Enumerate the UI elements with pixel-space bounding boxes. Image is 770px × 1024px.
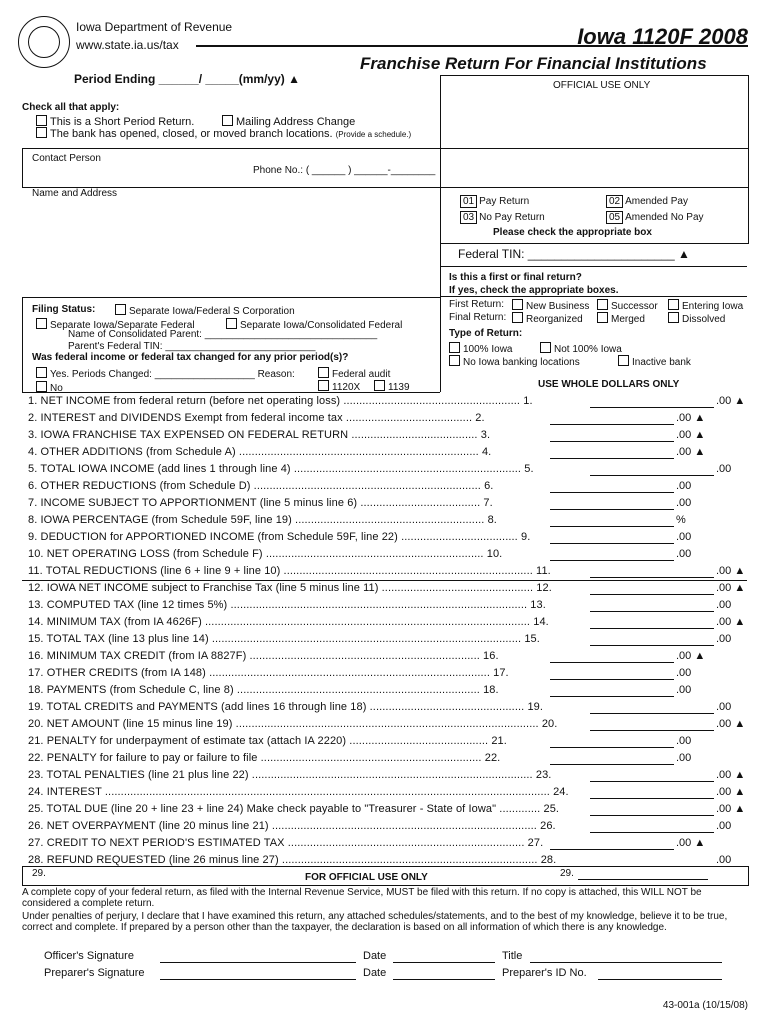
new-business-label: New Business xyxy=(526,301,590,312)
tax-line-cents: .00 xyxy=(676,531,692,543)
inactive-option[interactable] xyxy=(618,355,691,368)
tax-line-cents: % xyxy=(676,514,686,526)
line29-field[interactable] xyxy=(578,879,708,880)
federal-tin-field[interactable]: Federal TIN: ______________________ ▲ xyxy=(458,247,690,261)
tax-line-cents: .00 xyxy=(676,480,692,492)
new-business-option[interactable] xyxy=(512,299,589,312)
tax-line-cents: .00 xyxy=(716,599,732,611)
tax-line-cents: .00 ▲ xyxy=(716,803,746,815)
no-pay-return-label: No Pay Return xyxy=(479,212,545,223)
tax-line-label: 12. IOWA NET INCOME subject to Franchise Tax (line 5 minus line 11) ................................................ 12. xyxy=(28,582,552,594)
name-address-label: Name and Address xyxy=(32,188,118,199)
s-corp-option[interactable] xyxy=(115,304,295,317)
title-label: Title xyxy=(502,950,523,962)
f1120x-checkbox[interactable] xyxy=(318,380,329,391)
tax-line-label: 26. NET OVERPAYMENT (line 20 minus line 21) .................................................................................... 26. xyxy=(28,820,556,832)
f1120x-label: 1120X xyxy=(332,382,361,393)
tax-line-amount-field[interactable] xyxy=(590,407,714,408)
tax-line-label: 20. NET AMOUNT (line 15 minus line 19) ................................................................................................ 20. xyxy=(28,718,558,730)
tax-line-label: 15. TOTAL TAX (line 13 plus line 14) .................................................................................................. 15. xyxy=(28,633,540,645)
tax-line-cents: .00 xyxy=(676,497,692,509)
tax-line-amount-field[interactable] xyxy=(550,849,674,850)
form-subtitle: Franchise Return For Financial Institutions xyxy=(360,54,707,73)
preparer-signature-field[interactable] xyxy=(160,979,356,980)
tax-line-amount-field[interactable] xyxy=(590,832,714,833)
no-label: No xyxy=(50,383,63,394)
pay-return-label: Pay Return xyxy=(479,196,530,207)
branch-label: The bank has opened, closed, or moved branch locations. xyxy=(50,128,333,140)
tax-line-label: 28. REFUND REQUESTED (line 26 minus line 27) ................................................................................. 28. xyxy=(28,854,557,866)
merged-option[interactable] xyxy=(597,312,645,325)
check-box-note: Please check the appropriate box xyxy=(493,227,652,238)
tax-line-amount-field[interactable] xyxy=(550,764,674,765)
tax-line-cents: .00 xyxy=(676,684,692,696)
tax-line-label: 10. NET OPERATING LOSS (from Schedule F) ..................................................................... 10. xyxy=(28,548,503,560)
date1-label: Date xyxy=(363,950,387,962)
tax-line-cents: .00 ▲ xyxy=(716,395,746,407)
iowa-seal-icon xyxy=(18,16,70,68)
date2-field[interactable] xyxy=(393,979,495,980)
check-all-title: Check all that apply: xyxy=(22,102,120,113)
yes-checkbox[interactable] xyxy=(36,367,47,378)
short-period-label: This is a Short Period Return. xyxy=(50,116,195,128)
new-business-checkbox[interactable] xyxy=(512,299,523,310)
tax-line-amount-field[interactable] xyxy=(550,560,674,561)
tax-line-cents: .00 xyxy=(676,548,692,560)
tax-line-label: 21. PENALTY for underpayment of estimate tax (attach IA 2220) ............................................ 21. xyxy=(28,735,507,747)
tax-line-label: 4. OTHER ADDITIONS (from Schedule A) ............................................................................ 4. xyxy=(28,446,492,458)
tax-line-cents: .00 ▲ xyxy=(716,786,746,798)
perjury-statement: Under penalties of perjury, I declare that I have examined this return, any attached schedules/statements, and to the best of my knowledge, believe it to be true, correct and complete. If prepared by a person other than the taxpayer, the declaration is based on all information of which there is any knowledge. xyxy=(22,911,728,933)
sep-fed-checkbox[interactable] xyxy=(36,318,47,329)
no-banking-label: No Iowa banking locations xyxy=(463,357,580,368)
tax-line-cents: .00 xyxy=(716,701,732,713)
right-panel-divider xyxy=(440,242,441,392)
merged-label: Merged xyxy=(611,314,645,325)
short-period-checkbox[interactable] xyxy=(36,115,47,126)
tax-line-cents: .00 xyxy=(716,854,732,866)
tax-line-label: 19. TOTAL CREDITS and PAYMENTS (add lines 16 through line 18) ................................................. 19. xyxy=(28,701,544,713)
sep-cons-label: Separate Iowa/Consolidated Federal xyxy=(240,320,403,331)
tax-line-amount-field[interactable] xyxy=(590,628,714,629)
tax-line-label: 13. COMPUTED TAX (line 12 times 5%) .............................................................................................. 13. xyxy=(28,599,546,611)
first-final-rule xyxy=(440,296,747,297)
tax-line-cents: .00 xyxy=(716,463,732,475)
successor-option[interactable] xyxy=(597,299,658,312)
sep-fed-label: Separate Iowa/Separate Federal xyxy=(50,320,195,331)
official-use-label: OFFICIAL USE ONLY xyxy=(553,80,651,91)
first-final-instruction: If yes, check the appropriate boxes. xyxy=(449,285,619,296)
tax-line-label: 18. PAYMENTS (from Schedule C, line 8) ............................................................................. 18. xyxy=(28,684,499,696)
not-100-label: Not 100% Iowa xyxy=(554,344,622,355)
no-checkbox[interactable] xyxy=(36,381,47,392)
tax-line-label: 24. INTEREST ............................................................................................................................................. 24. xyxy=(28,786,569,798)
iowa-100-label: 100% Iowa xyxy=(463,344,513,355)
s-corp-label: Separate Iowa/Federal S Corporation xyxy=(129,306,295,317)
tax-line-label: 7. INCOME SUBJECT TO APPORTIONMENT (line 5 minus line 6) ...................................... 7. xyxy=(28,497,493,509)
reorganized-label: Reorganized xyxy=(526,314,583,325)
tax-line-label: 23. TOTAL PENALTIES (line 21 plus line 22) ......................................................................................... 23. xyxy=(28,769,552,781)
successor-label: Successor xyxy=(611,301,658,312)
whole-dollars-note: USE WHOLE DOLLARS ONLY xyxy=(538,379,680,390)
phone-field[interactable]: Phone No.: ( ______ ) ______-________ xyxy=(253,165,436,176)
period-ending[interactable]: Period Ending ______/ _____(mm/yy) ▲ xyxy=(74,72,300,86)
filing-status-label: Filing Status: xyxy=(32,304,96,315)
dissolved-checkbox[interactable] xyxy=(668,312,679,323)
tax-line-amount-field[interactable] xyxy=(590,798,714,799)
mailing-label: Mailing Address Change xyxy=(236,116,356,128)
tax-line-label: 6. OTHER REDUCTIONS (from Schedule D) ........................................................................ 6. xyxy=(28,480,494,492)
filing-status-bottom-rule xyxy=(22,392,440,393)
tax-line-cents: .00 ▲ xyxy=(676,650,706,662)
tax-line-amount-field[interactable] xyxy=(590,815,714,816)
tax-line-amount-field[interactable] xyxy=(590,475,714,476)
tax-line-cents: .00 xyxy=(676,752,692,764)
branch-checkbox[interactable] xyxy=(36,127,47,138)
pay-return-option[interactable] xyxy=(460,195,529,208)
tax-line-amount-field[interactable] xyxy=(550,441,674,442)
tax-line-amount-field[interactable] xyxy=(590,611,714,612)
tax-line-cents: .00 xyxy=(716,820,732,832)
line29-official: FOR OFFICIAL USE ONLY xyxy=(305,872,428,883)
inactive-checkbox[interactable] xyxy=(618,355,629,366)
tax-line-label: 8. IOWA PERCENTAGE (from Schedule 59F, line 19) ............................................................ 8. xyxy=(28,514,497,526)
f1139-label: 1139 xyxy=(388,382,410,393)
tax-line-amount-field[interactable] xyxy=(550,424,674,425)
merged-checkbox[interactable] xyxy=(597,312,608,323)
tax-line-amount-field[interactable] xyxy=(550,492,674,493)
tax-line-amount-field[interactable] xyxy=(590,577,714,578)
tax-line-label: 3. IOWA FRANCHISE TAX EXPENSED ON FEDERAL RETURN ........................................ 3. xyxy=(28,429,491,441)
first-final-question: Is this a first or final return? xyxy=(449,272,582,283)
box-01[interactable]: 01 xyxy=(460,195,477,208)
tax-line-cents: .00 ▲ xyxy=(676,429,706,441)
no-banking-checkbox[interactable] xyxy=(449,355,460,366)
tax-line-amount-field[interactable] xyxy=(550,679,674,680)
tax-line-amount-field[interactable] xyxy=(590,594,714,595)
tax-line-label: 5. TOTAL IOWA INCOME (add lines 1 through line 4) ........................................................................ 5. xyxy=(28,463,534,475)
type-of-return-label: Type of Return: xyxy=(449,328,523,339)
dissolved-option[interactable] xyxy=(668,312,725,325)
iowa-100-checkbox[interactable] xyxy=(449,342,460,353)
reorganized-checkbox[interactable] xyxy=(512,312,523,323)
entering-iowa-label: Entering Iowa xyxy=(682,301,744,312)
tax-line-cents: .00 ▲ xyxy=(716,565,746,577)
tax-line-cents: .00 xyxy=(676,735,692,747)
tax-line-label: 16. MINIMUM TAX CREDIT (from IA 8827F) ......................................................................... 16. xyxy=(28,650,499,662)
form-number: 43-001a (10/15/08) xyxy=(662,1000,748,1011)
parent-tin-field[interactable]: Parent's Federal TIN: ___________________________ xyxy=(68,341,316,352)
box-02[interactable]: 02 xyxy=(606,195,623,208)
final-return-label: Final Return: xyxy=(449,312,507,323)
tax-line-amount-field[interactable] xyxy=(550,543,674,544)
tax-line-amount-field[interactable] xyxy=(550,662,674,663)
tin-rule xyxy=(440,266,747,267)
preparer-id-field[interactable] xyxy=(598,979,722,980)
tax-line-label: 11. TOTAL REDUCTIONS (line 6 + line 9 + line 10) ............................................................................... 11. xyxy=(28,565,551,577)
preparer-signature-label: Preparer's Signature xyxy=(44,967,145,979)
prior-change-question: Was federal income or federal tax changed for any prior period(s)? xyxy=(32,352,349,363)
filing-status-left-border xyxy=(22,297,23,392)
line29-number: 29. xyxy=(32,868,46,879)
tax-line-amount-field[interactable] xyxy=(590,730,714,731)
box-05[interactable]: 05 xyxy=(606,211,623,224)
tax-line-cents: .00 ▲ xyxy=(716,718,746,730)
yes-periods-option[interactable] xyxy=(36,367,295,380)
sep-cons-checkbox[interactable] xyxy=(226,318,237,329)
tax-line-amount-field[interactable] xyxy=(550,526,674,527)
tax-line-label: 27. CREDIT TO NEXT PERIOD'S ESTIMATED TAX ........................................................................... 27. xyxy=(28,837,544,849)
not-100-option[interactable] xyxy=(540,342,622,355)
first-return-label: First Return: xyxy=(449,299,505,310)
federal-audit-option[interactable] xyxy=(318,367,390,380)
tax-line-label: 2. INTEREST and DIVIDENDS Exempt from federal income tax ........................................ 2. xyxy=(28,412,485,424)
consolidated-parent-field[interactable]: Name of Consolidated Parent: _______________________________ xyxy=(68,329,378,340)
mailing-checkbox[interactable] xyxy=(222,115,233,126)
tax-line-label: 1. NET INCOME from federal return (before net operating loss) ........................................................ 1. xyxy=(28,395,533,407)
agency-website[interactable]: www.state.ia.us/tax xyxy=(76,38,179,52)
tax-line-cents: .00 ▲ xyxy=(676,837,706,849)
yes-label: Yes. Periods Changed: __________________ Reason: xyxy=(50,369,295,380)
form-title: Iowa 1120F 2008 xyxy=(577,24,748,49)
branch-option[interactable] xyxy=(36,127,411,140)
tax-line-amount-field[interactable] xyxy=(550,747,674,748)
inactive-label: Inactive bank xyxy=(632,357,691,368)
officer-signature-label: Officer's Signature xyxy=(44,950,134,962)
line-separator xyxy=(22,580,747,581)
title-field[interactable] xyxy=(530,962,722,963)
federal-audit-checkbox[interactable] xyxy=(318,367,329,378)
amended-no-pay-option[interactable] xyxy=(606,211,704,224)
no-banking-option[interactable] xyxy=(449,355,580,368)
amended-pay-label: Amended Pay xyxy=(625,196,688,207)
iowa-100-option[interactable] xyxy=(449,342,512,355)
tax-line-amount-field[interactable] xyxy=(590,781,714,782)
amended-no-pay-label: Amended No Pay xyxy=(625,212,704,223)
tax-line-amount-field[interactable] xyxy=(590,645,714,646)
tax-line-cents: .00 ▲ xyxy=(716,582,746,594)
tax-line-cents: .00 ▲ xyxy=(676,446,706,458)
no-pay-return-option[interactable] xyxy=(460,211,545,224)
reorganized-option[interactable] xyxy=(512,312,583,325)
entering-iowa-checkbox[interactable] xyxy=(668,299,679,310)
tax-line-cents: .00 ▲ xyxy=(716,769,746,781)
tax-line-amount-field[interactable] xyxy=(550,458,674,459)
tax-line-cents: .00 xyxy=(676,667,692,679)
box-03[interactable]: 03 xyxy=(460,211,477,224)
contact-person-label: Contact Person xyxy=(32,153,101,164)
tax-line-cents: .00 xyxy=(716,633,732,645)
f1139-checkbox[interactable] xyxy=(374,380,385,391)
date1-field[interactable] xyxy=(393,962,495,963)
dissolved-label: Dissolved xyxy=(682,314,726,325)
not-100-checkbox[interactable] xyxy=(540,342,551,353)
successor-checkbox[interactable] xyxy=(597,299,608,310)
federal-audit-label: Federal audit xyxy=(332,369,391,380)
s-corp-checkbox[interactable] xyxy=(115,304,126,315)
tax-line-label: 14. MINIMUM TAX (from IA 4626F) ....................................................................................................... 14. xyxy=(28,616,549,628)
branch-note: (Provide a schedule.) xyxy=(335,130,412,139)
tax-line-amount-field[interactable] xyxy=(590,713,714,714)
officer-signature-field[interactable] xyxy=(160,962,356,963)
amended-pay-option[interactable] xyxy=(606,195,688,208)
date2-label: Date xyxy=(363,967,387,979)
tax-line-cents: .00 ▲ xyxy=(716,616,746,628)
filing-status-rule xyxy=(22,297,440,298)
entering-iowa-option[interactable] xyxy=(668,299,743,312)
line29-number-right: 29. xyxy=(560,868,574,879)
tax-line-label: 22. PENALTY for failure to pay or failure to file ...................................................................... 22. xyxy=(28,752,501,764)
copy-note: A complete copy of your federal return, as filed with the Internal Revenue Service, MUST be filed with this return. If no copy is attached, this WILL NOT be considered a complete return. xyxy=(22,887,702,909)
preparer-id-label: Preparer's ID No. xyxy=(502,967,587,979)
tax-line-amount-field[interactable] xyxy=(550,509,674,510)
tax-line-label: 9. DEDUCTION for APPORTIONED INCOME (from Schedule 59F, line 22) ..................................... 9. xyxy=(28,531,531,543)
tax-line-amount-field[interactable] xyxy=(550,696,674,697)
agency-name: Iowa Department of Revenue xyxy=(76,20,233,34)
tax-line-label: 25. TOTAL DUE (line 20 + line 23 + line 24) Make check payable to "Treasurer - State of Iowa" ............. 25. xyxy=(28,803,560,815)
tax-line-cents: .00 ▲ xyxy=(676,412,706,424)
tax-line-label: 17. OTHER CREDITS (from IA 148) ......................................................................................... 17. xyxy=(28,667,509,679)
